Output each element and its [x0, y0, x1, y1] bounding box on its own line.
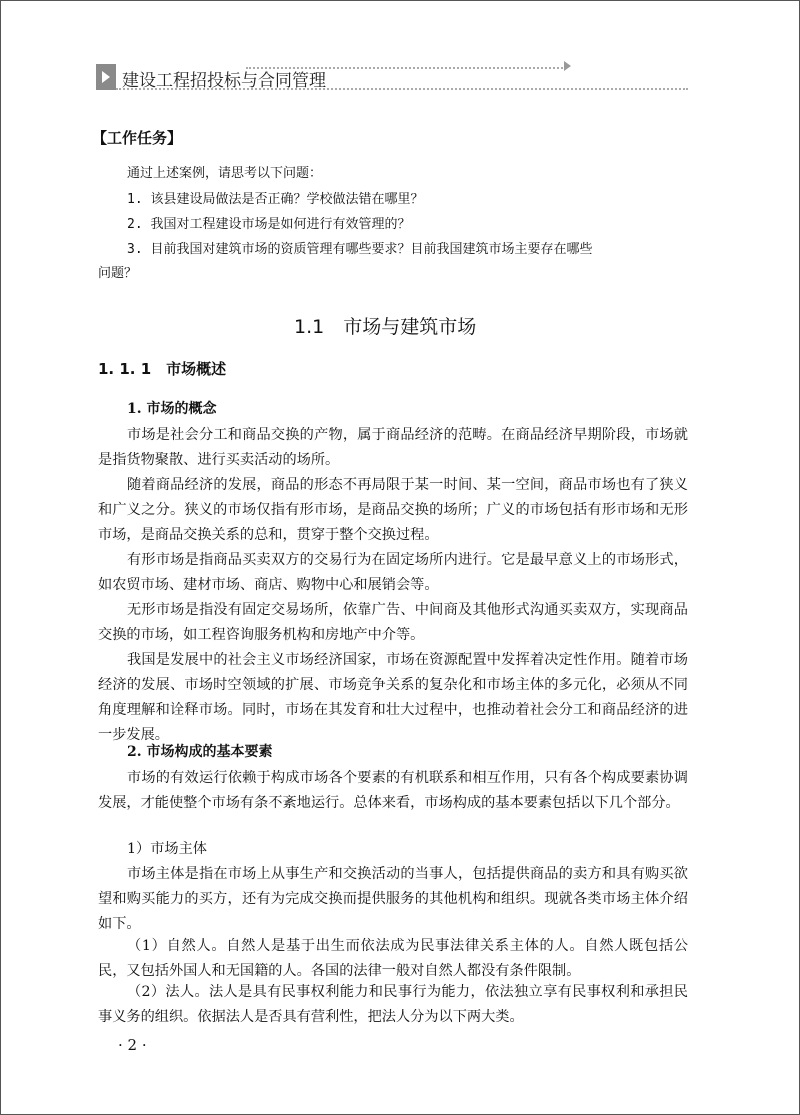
concept-heading: 1. 市场的概念 — [127, 401, 217, 417]
task-question-2: 2. 我国对工程建设市场是如何进行有效管理的？ — [127, 217, 411, 232]
play-arrow-icon — [96, 64, 116, 90]
book-title: 建设工程招投标与合同管理 — [122, 71, 326, 91]
triangle-marker-icon — [564, 61, 571, 71]
subheading-market-subject: 1）市场主体 — [127, 841, 207, 857]
paragraph: 无形市场是指没有固定交易场所，依靠广告、中间商及其他形式沟通买卖双方，实现商品交换的市场，如工程咨询服务机构和房地产中介等。 — [98, 602, 688, 643]
paragraph: 随着商品经济的发展，商品的形态不再局限于某一时间、某一空间，商品市场也有了狭义和广义之分。狭义的市场仅指有形市场，是商品交换的场所；广义的市场包括有形市场和无形市场，是商品交换关系的总和，贯穿于整个交换过程。 — [98, 477, 688, 543]
paragraph: （2）法人。法人是具有民事权利能力和民事行为能力，依法独立享有民事权利和承担民事义务的组织。依据法人是否具有营利性，把法人分为以下两大类。 — [98, 984, 688, 1025]
task-question-3-cont: 问题？ — [98, 266, 138, 281]
section-title: 1.1 市场与建筑市场 — [294, 316, 477, 338]
paragraph: 我国是发展中的社会主义市场经济国家，市场在资源配置中发挥着决定性作用。随着市场经济的发展、市场时空领域的扩展、市场竞争关系的复杂化和市场主体的多元化，必须从不同角度理解和诠释市场。同时，市场在其发育和壮大过程中，也推动着社会分工和商品经济的进一步发展。 — [98, 652, 688, 743]
task-question-3: 3. 目前我国对建筑市场的资质管理有哪些要求？目前我国建筑市场主要存在哪些 — [127, 242, 593, 257]
running-header — [96, 62, 696, 96]
paragraph: 有形市场是指商品买卖双方的交易行为在固定场所内进行。它是最早意义上的市场形式，如农贸市场、建材市场、商店、购物中心和展销会等。 — [98, 552, 688, 593]
task-intro: 通过上述案例，请思考以下问题： — [127, 166, 323, 181]
paragraph: （1）自然人。自然人是基于出生而依法成为民事法律关系主体的人。自然人既包括公民，又包括外国人和无国籍的人。各国的法律一般对自然人都没有条件限制。 — [98, 938, 688, 979]
paragraph: 市场是社会分工和商品交换的产物，属于商品经济的范畴。在商品经济早期阶段，市场就是指货物聚散、进行买卖活动的场所。 — [98, 427, 688, 468]
paragraph: 市场主体是指在市场上从事生产和交换活动的当事人，包括提供商品的卖方和具有购买欲望和购买能力的买方，还有为完成交换而提供服务的其他机构和组织。现就各类市场主体介绍如下。 — [98, 866, 688, 932]
paragraph: 市场的有效运行依赖于构成市场各个要素的有机联系和相互作用，只有各个构成要素协调发展，才能使整个市场有条不紊地运行。总体来看，市场构成的基本要素包括以下几个部分。 — [98, 770, 688, 811]
elements-heading: 2. 市场构成的基本要素 — [127, 744, 273, 760]
header-dotted-rule-bottom — [116, 88, 688, 90]
page-number: · 2 · — [118, 1036, 147, 1054]
subsection-title: 1. 1. 1 市场概述 — [98, 360, 227, 378]
task-question-1: 1. 该县建设局做法是否正确？学校做法错在哪里？ — [127, 192, 424, 207]
task-heading: 【工作任务】 — [92, 129, 183, 147]
